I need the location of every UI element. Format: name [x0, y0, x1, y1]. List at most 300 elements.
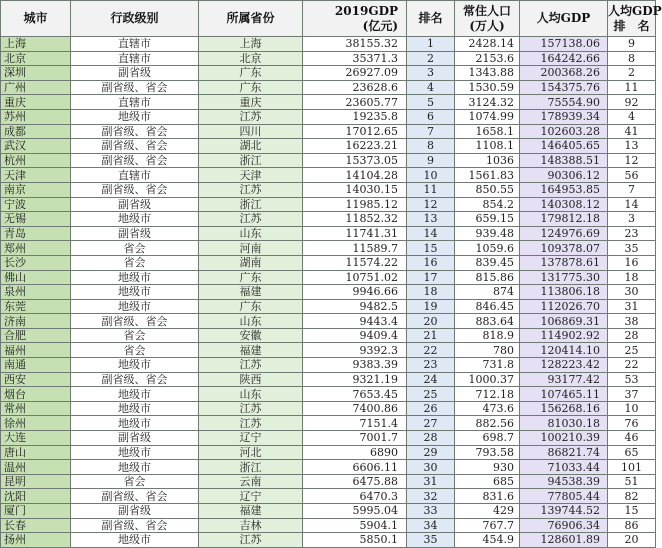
header-level: 行政级别: [71, 1, 199, 37]
cell-gdp: 6890: [303, 445, 407, 460]
cell-level: 地级市: [71, 109, 199, 124]
cell-rank: 13: [407, 212, 455, 227]
cell-province: 安徽: [199, 328, 303, 343]
cell-province: 江苏: [199, 401, 303, 416]
cell-per-capita: 157138.06: [520, 37, 608, 52]
cell-level: 副省级、省会: [71, 124, 199, 139]
cell-gdp: 14104.28: [303, 168, 407, 183]
table-row: [1, 270, 656, 285]
cell-per-capita-rank: 53: [608, 372, 656, 387]
cell-per-capita: 139744.52: [520, 504, 608, 519]
table-row: [1, 416, 656, 431]
cell-gdp: 5904.1: [303, 518, 407, 533]
cell-gdp: 9482.5: [303, 299, 407, 314]
cell-population: 874: [455, 285, 520, 300]
cell-gdp: 7653.45: [303, 387, 407, 402]
cell-city: 无锡: [1, 212, 71, 227]
cell-per-capita-rank: 46: [608, 431, 656, 446]
cell-per-capita-rank: 28: [608, 328, 656, 343]
cell-population: 1108.1: [455, 139, 520, 154]
cell-gdp: 11741.31: [303, 226, 407, 241]
cell-population: 767.7: [455, 518, 520, 533]
cell-level: 地级市: [71, 460, 199, 475]
cell-rank: 23: [407, 358, 455, 373]
cell-gdp: 9392.3: [303, 343, 407, 358]
cell-per-capita: 75554.90: [520, 95, 608, 110]
cell-per-capita: 164953.85: [520, 182, 608, 197]
cell-gdp: 11985.12: [303, 197, 407, 212]
cell-province: 福建: [199, 504, 303, 519]
cell-per-capita-rank: 86: [608, 518, 656, 533]
cell-city: 郑州: [1, 241, 71, 256]
cell-per-capita: 102603.28: [520, 124, 608, 139]
cell-gdp: 9443.4: [303, 314, 407, 329]
header-rank: 排名: [407, 1, 455, 37]
cell-level: 副省级、省会: [71, 372, 199, 387]
cell-level: 副省级、省会: [71, 489, 199, 504]
table-row: [1, 387, 656, 402]
cell-rank: 33: [407, 504, 455, 519]
cell-per-capita: 86821.74: [520, 445, 608, 460]
cell-level: 副省级、省会: [71, 314, 199, 329]
cell-level: 省会: [71, 241, 199, 256]
cell-rank: 2: [407, 51, 455, 66]
cell-rank: 27: [407, 416, 455, 431]
cell-gdp: 19235.8: [303, 109, 407, 124]
cell-per-capita: 109378.07: [520, 241, 608, 256]
table-row: [1, 124, 656, 139]
cell-province: 山东: [199, 314, 303, 329]
cell-population: 818.9: [455, 328, 520, 343]
cell-population: 659.15: [455, 212, 520, 227]
cell-rank: 10: [407, 168, 455, 183]
cell-per-capita-rank: 35: [608, 241, 656, 256]
cell-per-capita-rank: 101: [608, 460, 656, 475]
cell-province: 广东: [199, 299, 303, 314]
cell-province: 辽宁: [199, 489, 303, 504]
cell-gdp: 7400.86: [303, 401, 407, 416]
cell-population: 793.58: [455, 445, 520, 460]
cell-city: 青岛: [1, 226, 71, 241]
header-gdp-line1: 2019GDP: [334, 3, 398, 18]
table-row: [1, 241, 656, 256]
table-row: [1, 255, 656, 270]
table-row: [1, 372, 656, 387]
cell-per-capita-rank: 22: [608, 358, 656, 373]
cell-province: 广东: [199, 80, 303, 95]
cell-per-capita-rank: 11: [608, 80, 656, 95]
cell-per-capita: 94538.39: [520, 474, 608, 489]
cell-population: 2428.14: [455, 37, 520, 52]
cell-rank: 3: [407, 66, 455, 81]
cell-city: 厦门: [1, 504, 71, 519]
cell-population: 1036: [455, 153, 520, 168]
cell-city: 长沙: [1, 255, 71, 270]
cell-rank: 30: [407, 460, 455, 475]
cell-per-capita-rank: 10: [608, 401, 656, 416]
cell-gdp: 26927.09: [303, 66, 407, 81]
cell-city: 大连: [1, 431, 71, 446]
cell-population: 939.48: [455, 226, 520, 241]
cell-province: 湖南: [199, 255, 303, 270]
cell-city: 徐州: [1, 416, 71, 431]
table-row: [1, 197, 656, 212]
cell-city: 泉州: [1, 285, 71, 300]
cell-province: 四川: [199, 124, 303, 139]
header-row: [1, 1, 656, 37]
cell-province: 湖北: [199, 139, 303, 154]
table-row: [1, 37, 656, 52]
cell-level: 副省级: [71, 197, 199, 212]
cell-city: 合肥: [1, 328, 71, 343]
cell-population: 731.8: [455, 358, 520, 373]
table-row: [1, 153, 656, 168]
cell-per-capita: 120414.10: [520, 343, 608, 358]
cell-per-capita: 179812.18: [520, 212, 608, 227]
cell-province: 吉林: [199, 518, 303, 533]
cell-level: 直辖市: [71, 37, 199, 52]
cell-rank: 20: [407, 314, 455, 329]
cell-city: 东莞: [1, 299, 71, 314]
cell-per-capita-rank: 20: [608, 533, 656, 548]
cell-level: 副省级: [71, 66, 199, 81]
cell-per-capita: 148388.51: [520, 153, 608, 168]
cell-rank: 18: [407, 285, 455, 300]
cell-per-capita-rank: 2: [608, 66, 656, 81]
cell-level: 直辖市: [71, 51, 199, 66]
cell-per-capita-rank: 56: [608, 168, 656, 183]
cell-gdp: 7151.4: [303, 416, 407, 431]
cell-level: 地级市: [71, 387, 199, 402]
cell-province: 浙江: [199, 153, 303, 168]
table-row: [1, 51, 656, 66]
cell-city: 天津: [1, 168, 71, 183]
cell-province: 浙江: [199, 197, 303, 212]
cell-population: 1059.6: [455, 241, 520, 256]
cell-population: 1561.83: [455, 168, 520, 183]
cell-level: 省会: [71, 474, 199, 489]
cell-province: 云南: [199, 474, 303, 489]
cell-population: 831.6: [455, 489, 520, 504]
cell-province: 广东: [199, 270, 303, 285]
cell-city: 苏州: [1, 109, 71, 124]
header-population: [455, 1, 520, 37]
cell-per-capita: 200368.26: [520, 66, 608, 81]
table-row: [1, 314, 656, 329]
cell-per-capita-rank: 3: [608, 212, 656, 227]
cell-level: 直辖市: [71, 95, 199, 110]
cell-rank: 35: [407, 533, 455, 548]
cell-rank: 34: [407, 518, 455, 533]
cell-per-capita-rank: 23: [608, 226, 656, 241]
cell-population: 2153.6: [455, 51, 520, 66]
cell-population: 846.45: [455, 299, 520, 314]
cell-gdp: 9409.4: [303, 328, 407, 343]
table-row: [1, 445, 656, 460]
cell-gdp: 5995.04: [303, 504, 407, 519]
cell-province: 山东: [199, 387, 303, 402]
cell-per-capita-rank: 13: [608, 139, 656, 154]
cell-level: 地级市: [71, 416, 199, 431]
cell-province: 天津: [199, 168, 303, 183]
cell-rank: 14: [407, 226, 455, 241]
header-population-line2: (万人): [469, 18, 505, 33]
cell-city: 宁波: [1, 197, 71, 212]
cell-province: 辽宁: [199, 431, 303, 446]
cell-level: 副省级、省会: [71, 518, 199, 533]
cell-per-capita-rank: 31: [608, 299, 656, 314]
cell-level: 省会: [71, 343, 199, 358]
cell-city: 南通: [1, 358, 71, 373]
cell-population: 850.55: [455, 182, 520, 197]
cell-city: 扬州: [1, 533, 71, 548]
cell-population: 854.2: [455, 197, 520, 212]
cell-level: 省会: [71, 328, 199, 343]
cell-per-capita-rank: 51: [608, 474, 656, 489]
cell-per-capita: 178939.34: [520, 109, 608, 124]
cell-gdp: 17012.65: [303, 124, 407, 139]
cell-rank: 31: [407, 474, 455, 489]
cell-rank: 9: [407, 153, 455, 168]
table-row: [1, 474, 656, 489]
table-row: [1, 358, 656, 373]
cell-gdp: 35371.3: [303, 51, 407, 66]
cell-province: 福建: [199, 285, 303, 300]
cell-per-capita: 128601.89: [520, 533, 608, 548]
table-row: [1, 109, 656, 124]
cell-province: 江苏: [199, 182, 303, 197]
cell-gdp: 11589.7: [303, 241, 407, 256]
table-row: [1, 343, 656, 358]
cell-province: 重庆: [199, 95, 303, 110]
cell-city: 温州: [1, 460, 71, 475]
cell-level: 省会: [71, 255, 199, 270]
cell-population: 883.64: [455, 314, 520, 329]
cell-per-capita: 77805.44: [520, 489, 608, 504]
cell-level: 副省级: [71, 504, 199, 519]
cell-city: 唐山: [1, 445, 71, 460]
cell-gdp: 38155.32: [303, 37, 407, 52]
table-row: [1, 285, 656, 300]
cell-level: 地级市: [71, 533, 199, 548]
cell-city: 昆明: [1, 474, 71, 489]
cell-gdp: 15373.05: [303, 153, 407, 168]
cell-gdp: 16223.21: [303, 139, 407, 154]
cell-per-capita: 76906.34: [520, 518, 608, 533]
cell-per-capita: 90306.12: [520, 168, 608, 183]
cell-level: 地级市: [71, 270, 199, 285]
cell-province: 陕西: [199, 372, 303, 387]
cell-level: 直辖市: [71, 168, 199, 183]
header-gdp-line2: (亿元): [362, 18, 398, 33]
table-row: [1, 226, 656, 241]
header-city: 城市: [1, 1, 71, 37]
cell-per-capita: 106869.31: [520, 314, 608, 329]
cell-gdp: 23605.77: [303, 95, 407, 110]
cell-rank: 4: [407, 80, 455, 95]
cell-rank: 17: [407, 270, 455, 285]
cell-rank: 28: [407, 431, 455, 446]
table-row: [1, 168, 656, 183]
header-per-capita-rank-line1: 人均GDP: [608, 3, 662, 18]
table-row: [1, 299, 656, 314]
cell-level: 副省级: [71, 226, 199, 241]
cell-per-capita: 114902.92: [520, 328, 608, 343]
cell-rank: 5: [407, 95, 455, 110]
cell-gdp: 6475.88: [303, 474, 407, 489]
cell-level: 副省级、省会: [71, 182, 199, 197]
cell-population: 473.6: [455, 401, 520, 416]
cell-rank: 19: [407, 299, 455, 314]
cell-per-capita: 113806.18: [520, 285, 608, 300]
cell-population: 839.45: [455, 255, 520, 270]
cell-city: 北京: [1, 51, 71, 66]
cell-city: 成都: [1, 124, 71, 139]
cell-population: 1074.99: [455, 109, 520, 124]
table-row: [1, 431, 656, 446]
cell-rank: 1: [407, 37, 455, 52]
cell-city: 杭州: [1, 153, 71, 168]
cell-per-capita-rank: 12: [608, 153, 656, 168]
cell-per-capita-rank: 82: [608, 489, 656, 504]
cell-per-capita-rank: 38: [608, 314, 656, 329]
cell-province: 福建: [199, 343, 303, 358]
cell-province: 江苏: [199, 416, 303, 431]
cell-city: 西安: [1, 372, 71, 387]
header-per-capita: 人均GDP: [520, 1, 608, 37]
cell-city: 武汉: [1, 139, 71, 154]
cell-population: 712.18: [455, 387, 520, 402]
cell-city: 深圳: [1, 66, 71, 81]
cell-province: 江苏: [199, 533, 303, 548]
cell-population: 815.86: [455, 270, 520, 285]
cell-gdp: 14030.15: [303, 182, 407, 197]
header-per-capita-rank-line2: 排 名: [613, 18, 650, 33]
cell-gdp: 7001.7: [303, 431, 407, 446]
cell-population: 1343.88: [455, 66, 520, 81]
cell-per-capita-rank: 65: [608, 445, 656, 460]
cell-per-capita-rank: 14: [608, 197, 656, 212]
cell-level: 地级市: [71, 445, 199, 460]
cell-gdp: 9383.39: [303, 358, 407, 373]
table-row: [1, 66, 656, 81]
cell-per-capita-rank: 25: [608, 343, 656, 358]
cell-rank: 29: [407, 445, 455, 460]
cell-population: 882.56: [455, 416, 520, 431]
cell-rank: 11: [407, 182, 455, 197]
cell-gdp: 11574.22: [303, 255, 407, 270]
cell-per-capita: 146405.65: [520, 139, 608, 154]
cell-province: 北京: [199, 51, 303, 66]
cell-city: 福州: [1, 343, 71, 358]
cell-gdp: 9321.19: [303, 372, 407, 387]
cell-city: 烟台: [1, 387, 71, 402]
table-row: [1, 504, 656, 519]
cell-rank: 16: [407, 255, 455, 270]
cell-level: 地级市: [71, 299, 199, 314]
cell-rank: 26: [407, 401, 455, 416]
cell-per-capita-rank: 7: [608, 182, 656, 197]
cell-rank: 15: [407, 241, 455, 256]
table-row: [1, 489, 656, 504]
cell-gdp: 6606.11: [303, 460, 407, 475]
cell-gdp: 5850.1: [303, 533, 407, 548]
table-row: [1, 80, 656, 95]
cell-per-capita-rank: 8: [608, 51, 656, 66]
cell-level: 副省级: [71, 431, 199, 446]
cell-province: 河南: [199, 241, 303, 256]
cell-per-capita-rank: 37: [608, 387, 656, 402]
cell-province: 江苏: [199, 212, 303, 227]
cell-per-capita: 140308.12: [520, 197, 608, 212]
cell-city: 重庆: [1, 95, 71, 110]
cell-per-capita-rank: 9: [608, 37, 656, 52]
table-row: [1, 95, 656, 110]
cell-per-capita: 156268.16: [520, 401, 608, 416]
cell-rank: 6: [407, 109, 455, 124]
cell-per-capita: 93177.42: [520, 372, 608, 387]
table-body: [1, 37, 656, 548]
cell-per-capita-rank: 15: [608, 504, 656, 519]
cell-per-capita: 107465.11: [520, 387, 608, 402]
cell-gdp: 10751.02: [303, 270, 407, 285]
cell-level: 副省级、省会: [71, 153, 199, 168]
cell-per-capita: 124976.69: [520, 226, 608, 241]
table-row: [1, 212, 656, 227]
cell-city: 南京: [1, 182, 71, 197]
cell-province: 江苏: [199, 358, 303, 373]
table-row: [1, 182, 656, 197]
cell-per-capita-rank: 4: [608, 109, 656, 124]
cell-level: 地级市: [71, 285, 199, 300]
cell-rank: 24: [407, 372, 455, 387]
cell-level: 地级市: [71, 212, 199, 227]
cell-rank: 8: [407, 139, 455, 154]
cell-province: 广东: [199, 66, 303, 81]
cell-per-capita: 112026.70: [520, 299, 608, 314]
cell-per-capita: 71033.44: [520, 460, 608, 475]
cell-population: 3124.32: [455, 95, 520, 110]
cell-population: 429: [455, 504, 520, 519]
cell-population: 685: [455, 474, 520, 489]
cell-population: 1000.37: [455, 372, 520, 387]
cell-level: 地级市: [71, 358, 199, 373]
cell-per-capita-rank: 30: [608, 285, 656, 300]
cell-city: 长春: [1, 518, 71, 533]
table-row: [1, 401, 656, 416]
cell-rank: 7: [407, 124, 455, 139]
cell-population: 454.9: [455, 533, 520, 548]
cell-population: 930: [455, 460, 520, 475]
cell-per-capita-rank: 41: [608, 124, 656, 139]
cell-rank: 32: [407, 489, 455, 504]
cell-per-capita: 128223.42: [520, 358, 608, 373]
cell-gdp: 9946.66: [303, 285, 407, 300]
cell-city: 济南: [1, 314, 71, 329]
cell-province: 河北: [199, 445, 303, 460]
header-population-line1: 常住人口: [462, 3, 511, 18]
cell-per-capita: 164242.66: [520, 51, 608, 66]
cell-level: 副省级、省会: [71, 139, 199, 154]
cell-city: 广州: [1, 80, 71, 95]
cell-city: 常州: [1, 401, 71, 416]
cell-city: 沈阳: [1, 489, 71, 504]
cell-per-capita: 137878.61: [520, 255, 608, 270]
cell-rank: 12: [407, 197, 455, 212]
table-row: [1, 460, 656, 475]
table-row: [1, 518, 656, 533]
cell-province: 浙江: [199, 460, 303, 475]
